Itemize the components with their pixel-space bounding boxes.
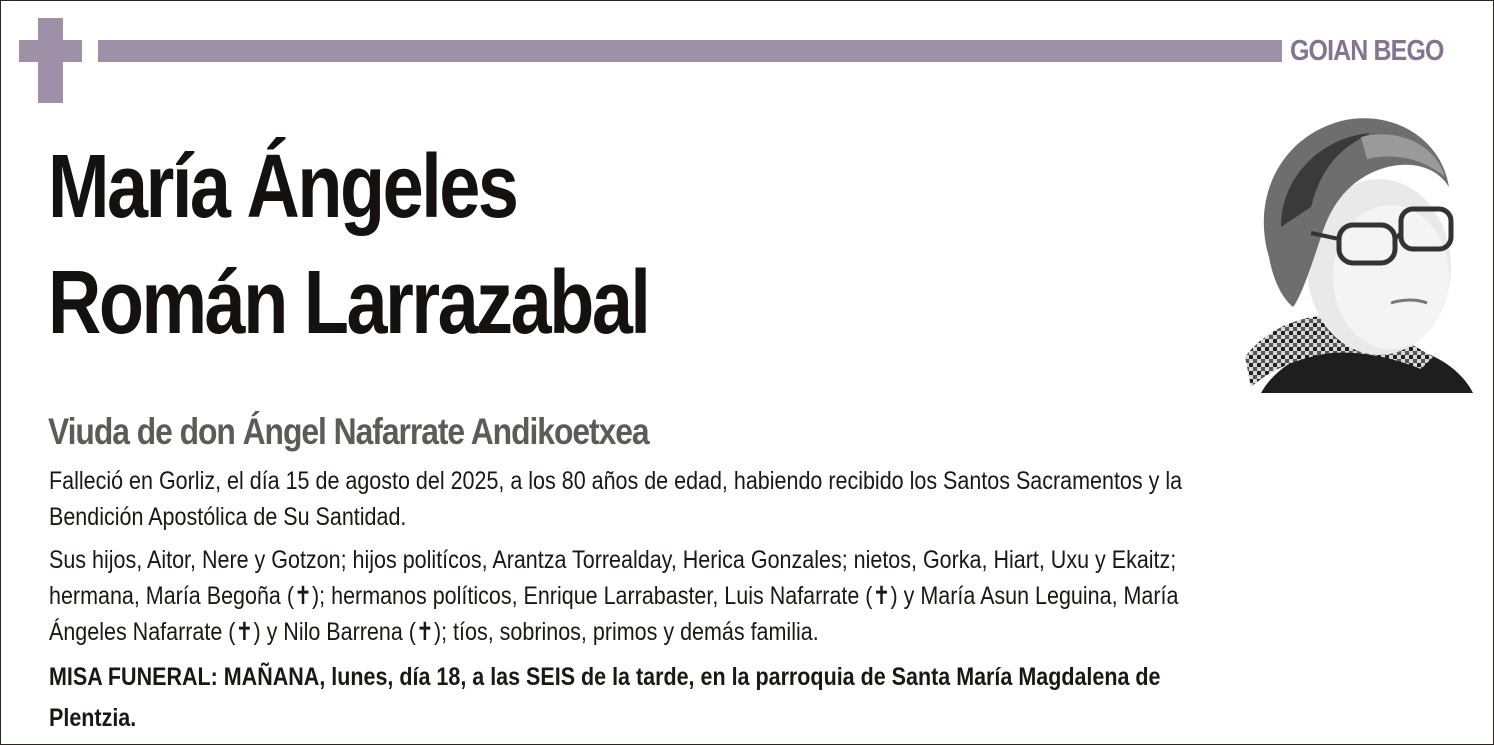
cross-icon-bar — [19, 40, 82, 62]
portrait-photo — [1241, 107, 1473, 393]
deceased-name — [48, 129, 648, 361]
text-line: Falleció en Gorliz, el día 15 de agosto del 2025, a los 80 años de edad, habiendo recibido los Santos Sacramentos y la — [49, 467, 1183, 495]
death-announcement — [49, 463, 1435, 535]
funeral-details — [49, 657, 1435, 739]
text-line: hermana, María Begoña (✝); hermanos políticos, Enrique Larrabaster, Luis Nafarrate (✝) y María Asun Leguina, María — [49, 582, 1179, 610]
name-line-1: María Ángeles — [48, 137, 517, 237]
text-line: MISA FUNERAL: MAÑANA, lunes, día 18, a las SEIS de la tarde, en la parroquia de Santa María Magdalena de — [49, 663, 1161, 691]
widow-subtitle: Viuda de don Ángel Nafarrate Andikoetxea — [48, 411, 649, 452]
text-line: Plentzia. — [49, 704, 137, 732]
text-line: Sus hijos, Aitor, Nere y Gotzon; hijos politícos, Arantza Torrealday, Herica Gonzales; nietos, Gorka, Hiart, Uxu y Ekaitz; — [49, 546, 1177, 574]
name-line-2: Román Larrazabal — [48, 253, 649, 353]
family-list — [49, 542, 1435, 650]
text-line: Ángeles Nafarrate (✝) y Nilo Barrena (✝); tíos, sobrinos, primos y demás familia. — [49, 618, 819, 646]
header-rule — [98, 40, 1282, 62]
portrait-illustration-icon — [1241, 107, 1473, 393]
organization-label: GOIAN BEGO — [1290, 35, 1444, 67]
text-line: Bendición Apostólica de Su Santidad. — [49, 503, 407, 531]
